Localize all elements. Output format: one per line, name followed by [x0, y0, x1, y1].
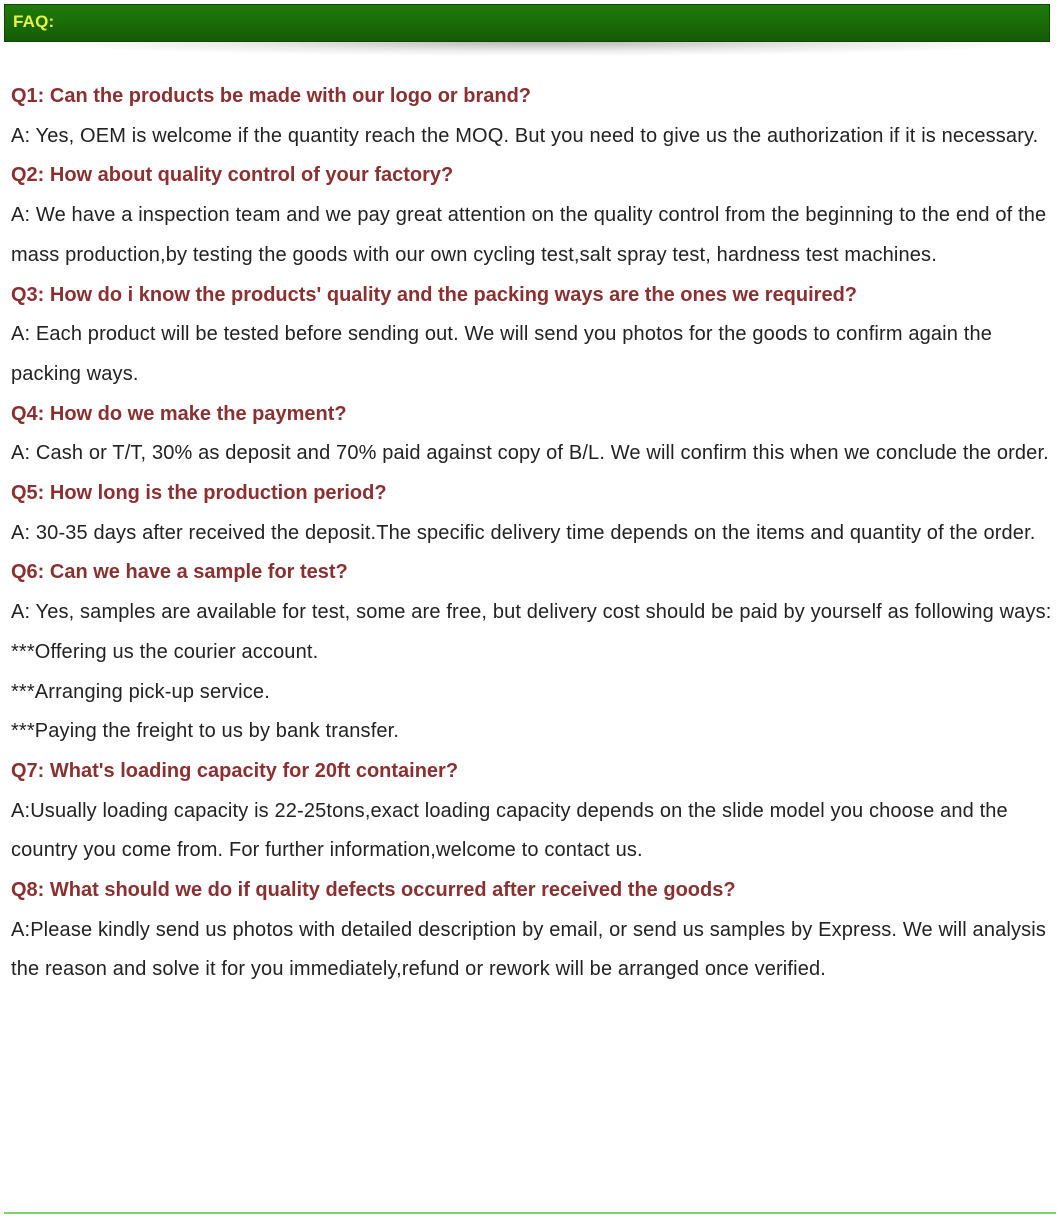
faq-answer-7: A:Usually loading capacity is 22-25tons,exact loading capacity depends on the slide model you choose and the country you come from. For further information,welcome to contact us. — [11, 799, 1008, 862]
faq-question-7: Q7: What's loading capacity for 20ft container? — [11, 759, 459, 782]
faq-question-5: Q5: How long is the production period? — [11, 482, 387, 505]
faq-list — [11, 77, 1057, 990]
faq-answer-6-option-2: ***Arranging pick-up service. — [11, 680, 270, 703]
faq-question-3: Q3: How do i know the products' quality and the packing ways are the ones we required? — [11, 283, 858, 306]
header-shadow — [40, 42, 1040, 56]
faq-answer-2: A: We have a inspection team and we pay great attention on the quality control from the beginning to the end of the mass production,by testing the goods with our own cycling test,salt spray test, hardness test machines. — [11, 204, 1047, 266]
faq-header-bar — [4, 4, 1050, 42]
footer-divider — [4, 1212, 1056, 1214]
faq-question-4: Q4: How do we make the payment? — [11, 402, 347, 425]
faq-question-2: Q2: How about quality control of your factory? — [11, 164, 454, 187]
faq-answer-1: A: Yes, OEM is welcome if the quantity reach the MOQ. But you need to give us the authorization if it is necessary. — [11, 124, 1039, 147]
faq-header-title: FAQ: — [13, 12, 55, 31]
faq-answer-6-option-1: ***Offering us the courier account. — [11, 640, 319, 663]
faq-answer-4: A: Cash or T/T, 30% as deposit and 70% paid against copy of B/L. We will confirm this when we conclude the order. — [11, 442, 1049, 465]
faq-question-1: Q1: Can the products be made with our logo or brand? — [11, 85, 532, 107]
faq-answer-8: A:Please kindly send us photos with detailed description by email, or send us samples by Express. We will analysis the reason and solve it for you immediately,refund or rework will be arranged once verified. — [11, 918, 1046, 981]
faq-answer-3: A: Each product will be tested before sending out. We will send you photos for the goods to confirm again the packing ways. — [11, 323, 992, 385]
faq-question-6: Q6: Can we have a sample for test? — [11, 561, 348, 584]
faq-question-8: Q8: What should we do if quality defects occurred after received the goods? — [11, 879, 736, 902]
faq-answer-6-option-3: ***Paying the freight to us by bank transfer. — [11, 720, 400, 743]
faq-answer-5: A: 30-35 days after received the deposit.The specific delivery time depends on the items and quantity of the order. — [11, 521, 1036, 544]
faq-answer-6: A: Yes, samples are available for test, some are free, but delivery cost should be paid by yourself as following ways: — [11, 601, 1052, 624]
